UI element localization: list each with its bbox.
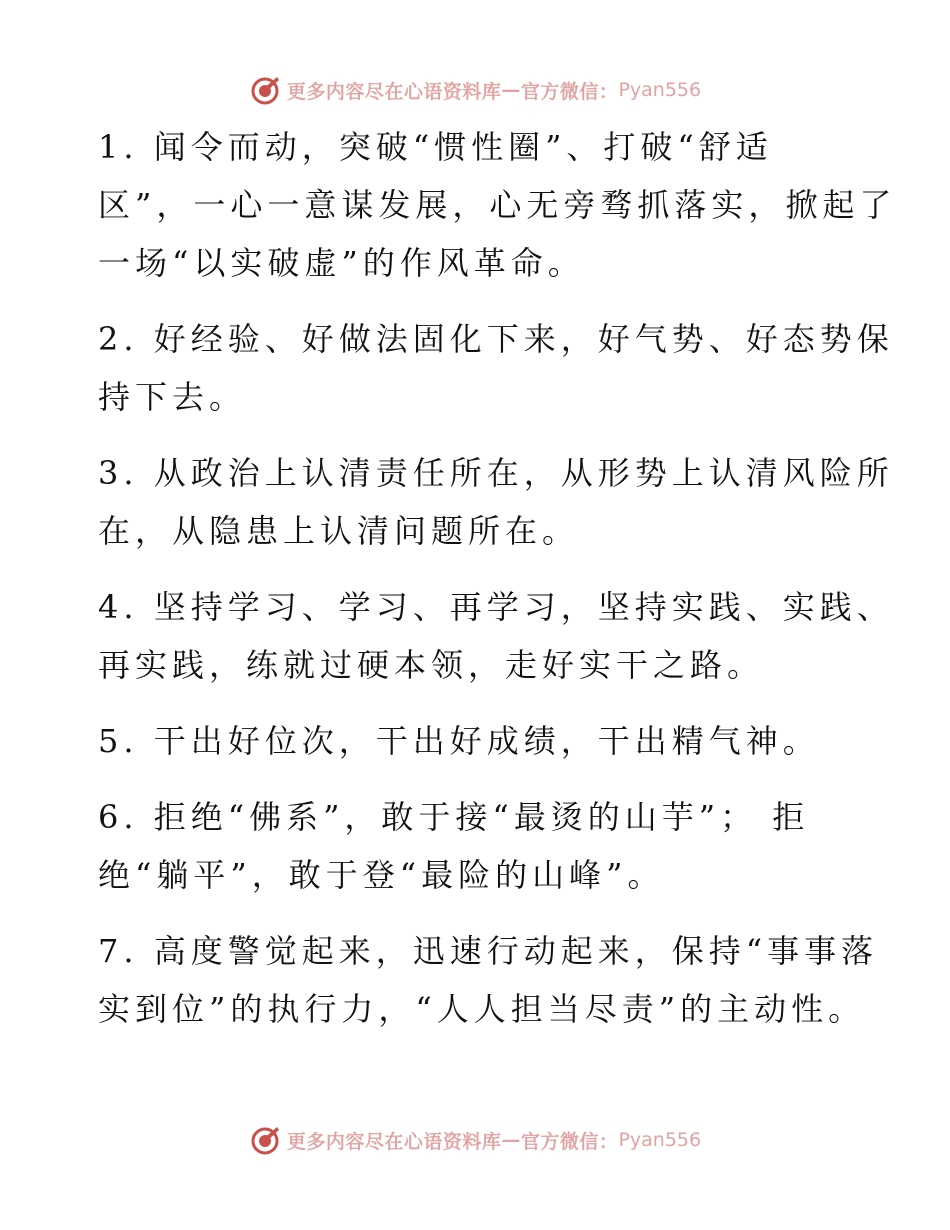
- list-item-2: [98, 310, 894, 426]
- item-1-line-2: 区”，一心一意谋发展，心无旁骛抓落实，掀起了: [98, 186, 897, 224]
- watermark-dash: —: [501, 1129, 521, 1151]
- watermark-wechat-label: 官方微信：: [520, 1130, 619, 1153]
- watermark-wechat-id: Pyan556: [618, 1129, 702, 1151]
- watermark-title: 更多内容尽在心语资料库: [286, 1130, 502, 1153]
- item-3-line-2: 在，从隐患上认清问题所在。: [98, 512, 580, 550]
- item-1-line-1: 1. 闻令而动，突破“惯性圈”、打破“舒适: [98, 128, 773, 166]
- list-item-4: [98, 578, 894, 694]
- watermark-title: 更多内容尽在心语资料库: [286, 80, 502, 103]
- list-item-3: [98, 444, 894, 560]
- footer-watermark: [0, 1120, 950, 1160]
- item-5-line-1: 5. 干出好位次，干出好成绩，干出精气神。: [98, 722, 820, 760]
- item-4-line-1: 4. 坚持学习、学习、再学习，坚持实践、实践、: [98, 588, 894, 626]
- seal-logo-icon: [249, 74, 281, 106]
- seal-logo-icon: [249, 1124, 281, 1156]
- list-item-7: [98, 922, 879, 1038]
- list-item-1: [98, 118, 897, 292]
- item-6-line-1: 6. 拒绝“佛系”，敢于接“最烫的山芋”； 拒: [98, 798, 810, 836]
- document-body: [98, 118, 897, 1056]
- item-1-line-3: 一场“以实破虚”的作风革命。: [98, 244, 585, 282]
- watermark-wechat-label: 官方微信：: [520, 80, 619, 103]
- item-7-line-1: 7. 高度警觉起来，迅速行动起来，保持“事事落: [98, 932, 879, 970]
- item-2-line-1: 2. 好经验、好做法固化下来，好气势、好态势保: [98, 320, 894, 358]
- list-item-5: [98, 712, 858, 770]
- item-3-line-1: 3. 从政治上认清责任所在，从形势上认清风险所: [98, 454, 894, 492]
- item-4-line-2: 再实践，练就过硬本领，走好实干之路。: [98, 646, 765, 684]
- list-item-6: [98, 788, 858, 904]
- item-7-line-2: 实到位”的执行力，“人人担当尽责”的主动性。: [98, 990, 866, 1028]
- watermark-wechat-id: Pyan556: [618, 79, 702, 101]
- header-watermark: [0, 70, 950, 110]
- item-6-line-2: 绝“躺平”，敢于登“最险的山峰”。: [98, 856, 665, 894]
- item-2-line-2: 持下去。: [98, 378, 247, 416]
- watermark-dash: —: [501, 79, 521, 101]
